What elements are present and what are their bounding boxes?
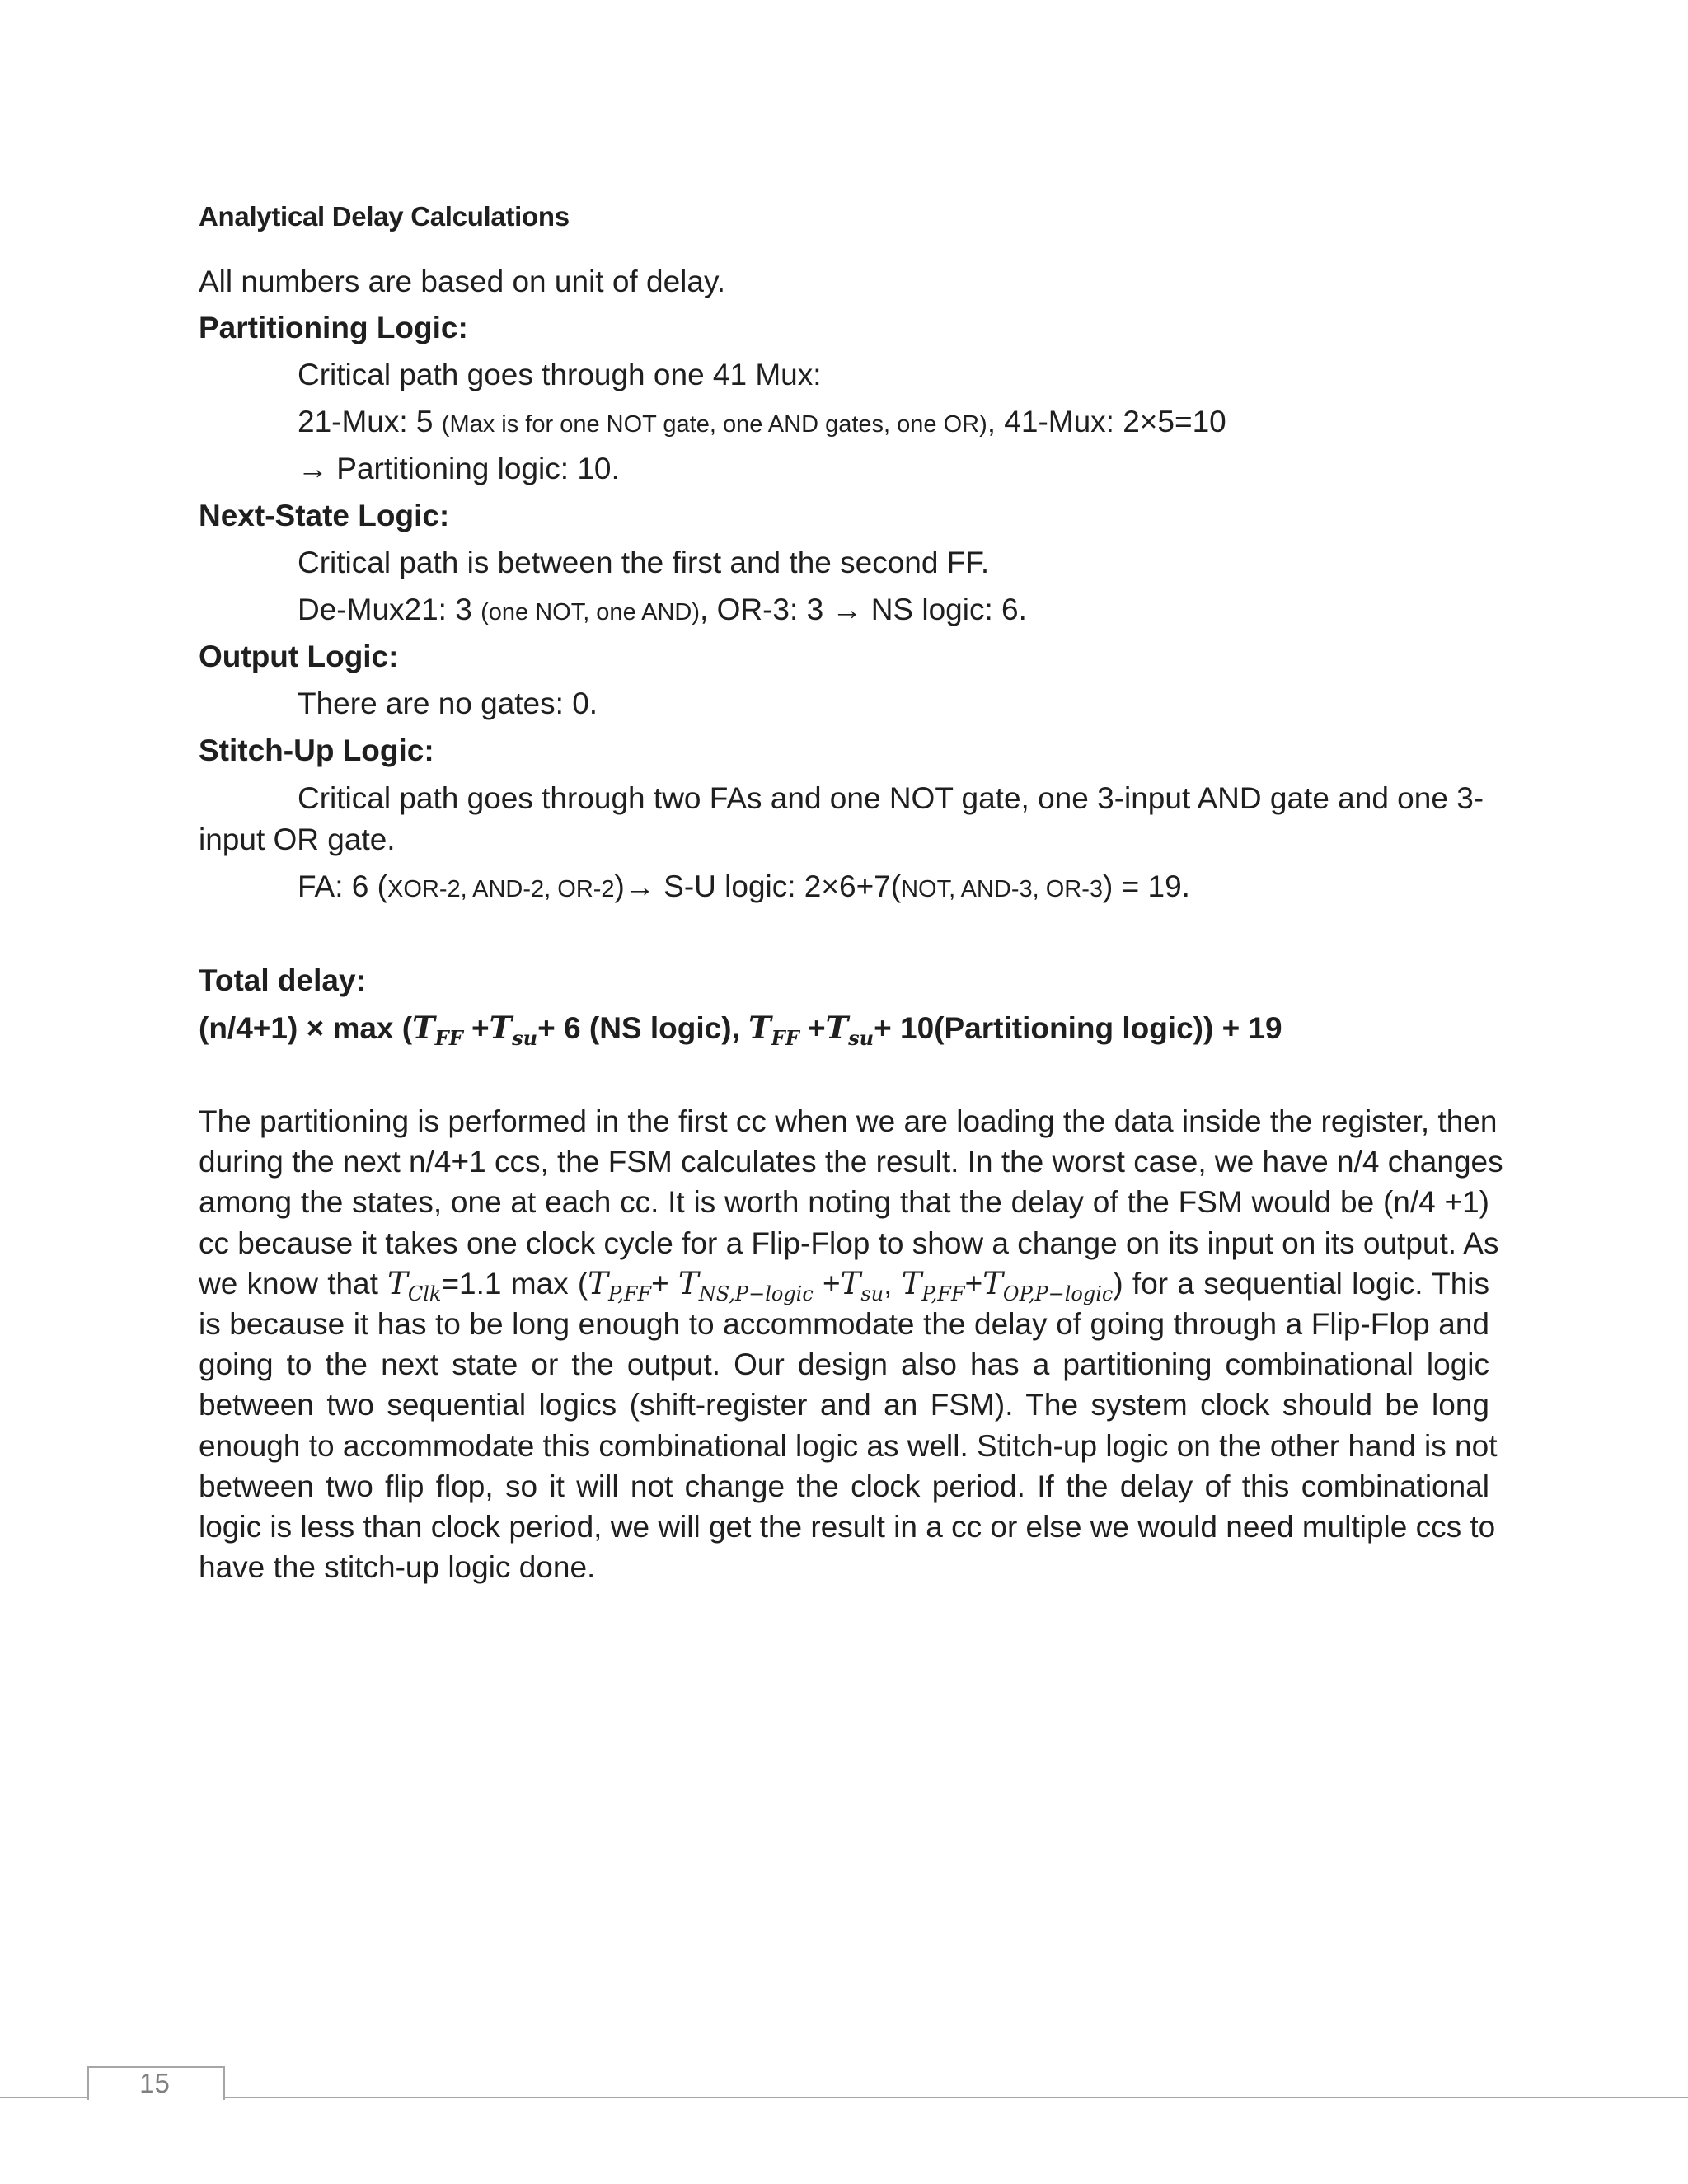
p-text: we know that — [199, 1266, 388, 1301]
p-sub-ns: NS,P−logic — [698, 1282, 814, 1305]
p-t: T — [982, 1265, 1003, 1301]
body-paragraph — [199, 1101, 1503, 1587]
p-sub-su: su — [860, 1282, 884, 1305]
stitch-up-line-2-a: FA: 6 ( — [298, 869, 387, 903]
paragraph-line: going to the next state or the output. Our design also has a partitioning combinational logic — [199, 1347, 1489, 1382]
next-state-line-1: Critical path is between the first and the second FF. — [298, 546, 990, 579]
paragraph-line: during the next n/4+1 ccs, the FSM calculates the result. In the worst case, we have n/4 changes — [199, 1145, 1503, 1179]
formula-t: T — [412, 1010, 435, 1046]
p-sub-op: OP,P−logic — [1002, 1282, 1114, 1305]
formula-sub-su: su — [512, 1026, 538, 1050]
total-delay-title: Total delay: — [199, 963, 366, 997]
formula-plus: + — [799, 1011, 826, 1045]
output-logic-line-1: There are no gates: 0. — [298, 687, 598, 720]
partitioning-line-3: → Partitioning logic: 10. — [298, 452, 620, 485]
next-state-line-2-a: De-Mux21: 3 — [298, 593, 481, 626]
formula-plus: + — [462, 1011, 490, 1045]
stitch-up-line-1-cont: input OR gate. — [199, 823, 396, 856]
formula-t: T — [489, 1010, 513, 1046]
stitch-up-line-2-d: NOT, AND-3, OR-3 — [901, 876, 1104, 902]
stitch-up-line-2 — [298, 867, 1190, 909]
p-sub-pff: P,FF — [921, 1282, 965, 1305]
paragraph-line: among the states, one at each cc. It is worth noting that the delay of the FSM would be (n/4 +1) — [199, 1185, 1489, 1220]
formula-sub-ff: FF — [771, 1026, 799, 1050]
p-t: T — [901, 1265, 922, 1301]
partitioning-line-2 — [298, 402, 1226, 444]
paragraph-line: logic is less than clock period, we will get the result in a cc or else we would need multiple ccs to — [199, 1509, 1496, 1544]
stitch-up-line-2-c: )→ S-U logic: 2×6+7( — [614, 869, 902, 903]
p-text: + — [964, 1266, 983, 1301]
p-text: =1.1 max ( — [441, 1266, 588, 1301]
next-state-line-2-note: (one NOT, one AND) — [481, 599, 701, 626]
partitioning-line-1: Critical path goes through one 41 Mux: — [298, 358, 822, 391]
stitch-up-line-2-e: ) = 19. — [1103, 869, 1190, 903]
p-text: + — [813, 1266, 841, 1301]
partitioning-line-2-note: (Max is for one NOT gate, one AND gates, one OR) — [441, 411, 987, 438]
paragraph-line: cc because it takes one clock cycle for a Flip-Flop to show a change on its input on its output. As — [199, 1226, 1499, 1260]
formula-part-1: (n/4+1) × max ( — [199, 1011, 413, 1045]
paragraph-line: The partitioning is performed in the first cc when we are loading the data inside the register, then — [199, 1104, 1498, 1138]
p-t: T — [840, 1265, 861, 1301]
intro-text: All numbers are based on unit of delay. — [199, 265, 725, 298]
p-t: T — [678, 1265, 699, 1301]
formula-part-3: + 10(Partitioning logic)) + 19 — [874, 1011, 1282, 1045]
output-logic-title: Output Logic: — [199, 640, 399, 673]
stitch-up-title: Stitch-Up Logic: — [199, 733, 434, 767]
p-text: ) for a sequential logic. This — [1113, 1266, 1490, 1301]
section-heading: Analytical Delay Calculations — [199, 201, 570, 232]
paragraph-line: have the stitch-up logic done. — [199, 1550, 596, 1585]
p-sub-clk: Clk — [407, 1282, 442, 1305]
footer-rule-left — [0, 2097, 89, 2098]
p-t: T — [387, 1265, 408, 1301]
paragraph-line: is because it has to be long enough to accommodate the delay of going through a Flip-Flop and — [199, 1306, 1489, 1341]
next-state-line-2-c: , OR-3: 3 → NS logic: 6. — [700, 593, 1027, 626]
formula-t: T — [825, 1010, 849, 1046]
formula-sub-ff: FF — [434, 1026, 463, 1050]
formula-t: T — [748, 1010, 771, 1046]
partitioning-title: Partitioning Logic: — [199, 311, 468, 344]
stitch-up-line-1: Critical path goes through two FAs and one NOT gate, one 3-input AND gate and one 3- — [298, 781, 1484, 815]
paragraph-line-formula — [199, 1263, 1489, 1304]
paragraph-line: between two sequential logics (shift-register and an FSM). The system clock should be long — [199, 1388, 1489, 1422]
p-text: + — [651, 1266, 679, 1301]
footer-rule-right — [220, 2097, 1688, 2098]
paragraph-line: between two flip flop, so it will not change the clock period. If the delay of this combinational — [199, 1469, 1489, 1503]
total-delay-formula — [199, 1008, 1282, 1058]
p-t: T — [588, 1265, 608, 1301]
partitioning-line-2-c: , 41-Mux: 2×5=10 — [987, 405, 1226, 438]
page-number: 15 — [139, 2068, 170, 2098]
stitch-up-line-2-b: XOR-2, AND-2, OR-2 — [387, 876, 615, 902]
paragraph-line: enough to accommodate this combinational logic as well. Stitch-up logic on the other hand is not — [199, 1428, 1498, 1463]
next-state-line-2 — [298, 590, 1027, 632]
next-state-title: Next-State Logic: — [199, 499, 450, 532]
partitioning-line-2-a: 21-Mux: 5 — [298, 405, 442, 438]
formula-sub-su: su — [848, 1026, 874, 1050]
p-sub-pff: P,FF — [607, 1282, 652, 1305]
p-text: , — [884, 1266, 902, 1301]
formula-part-2: + 6 (NS logic), — [537, 1011, 749, 1045]
